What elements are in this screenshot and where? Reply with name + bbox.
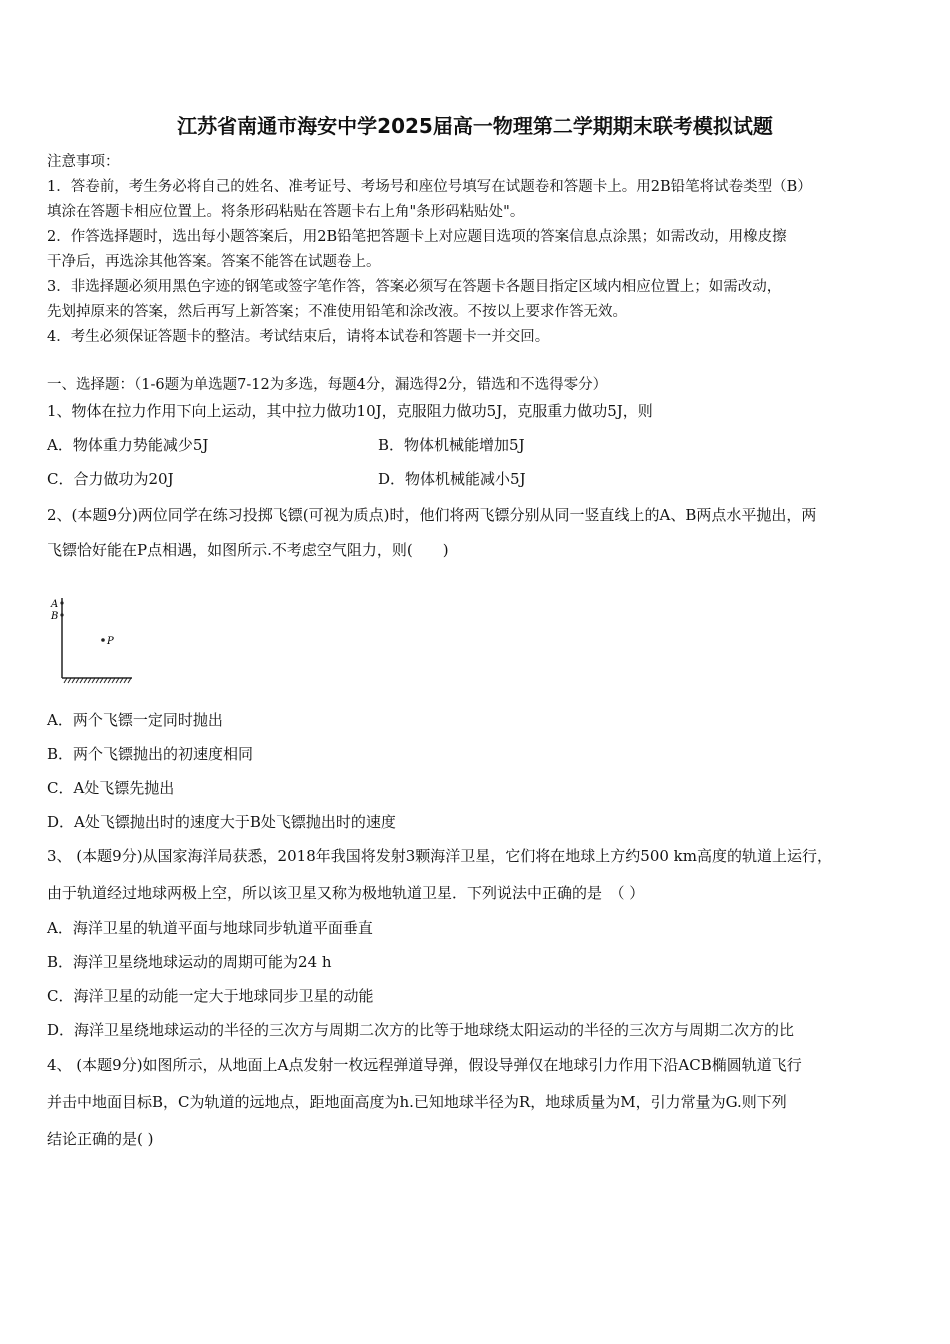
question-3-stem: 由于轨道经过地球两极上空，所以该卫星又称为极地轨道卫星．下列说法中正确的是 （ ）	[47, 884, 645, 902]
notice-item: 填涂在答题卡相应位置上。将条形码粘贴在答题卡右上角"条形码粘贴处"。	[47, 204, 525, 220]
point-p-label: P	[107, 636, 114, 647]
question-4-stem: 并击中地面目标B，C为轨道的远地点，距地面高度为h.已知地球半径为R，地球质量为M，引力常量为G.则下列	[47, 1093, 787, 1111]
question-3-option-d: D．海洋卫星绕地球运动的半径的三次方与周期二次方的比等于地球绕太阳运动的半径的三次方与周期二次方的比	[47, 1021, 795, 1039]
question-3-option-c: C．海洋卫星的动能一定大于地球同步卫星的动能	[47, 987, 374, 1005]
notice-item: 干净后，再选涂其他答案。答案不能答在试题卷上。	[47, 254, 381, 270]
question-2-option-c: C．A处飞镖先抛出	[47, 779, 175, 797]
question-1-stem: 1、物体在拉力作用下向上运动，其中拉力做功10J，克服阻力做功5J，克服重力做功5J，则	[47, 402, 653, 420]
question-4-stem: 4、 (本题9分)如图所示，从地面上A点发射一枚远程弹道导弹，假设导弹仅在地球引力作用下沿ACB椭圆轨道飞行	[47, 1056, 802, 1074]
notice-item: 3．非选择题必须用黑色字迹的钢笔或签字笔作答，答案必须写在答题卡各题目指定区域内相应位置上；如需改动，	[47, 279, 782, 295]
point-b-label: B	[51, 611, 59, 622]
question-3-option-a: A．海洋卫星的轨道平面与地球同步轨道平面垂直	[47, 919, 373, 937]
notice-item: 2．作答选择题时，选出每小题答案后，用2B铅笔把答题卡上对应题目选项的答案信息点涂黑；如需改动，用橡皮擦	[47, 229, 787, 245]
question-2-option-d: D．A处飞镖抛出时的速度大于B处飞镖抛出时的速度	[47, 813, 396, 831]
question-1-option-b: B．物体机械能增加5J	[378, 436, 525, 454]
point-p-marker	[101, 638, 105, 642]
question-2-stem: 飞镖恰好能在P点相遇，如图所示.不考虑空气阻力，则( )	[47, 541, 449, 559]
notice-item: 4．考生必须保证答题卡的整洁。考试结束后，请将本试卷和答题卡一并交回。	[47, 329, 550, 345]
point-b-marker	[60, 613, 63, 616]
question-2-option-a: A．两个飞镖一定同时抛出	[47, 711, 223, 729]
notice-item: 先划掉原来的答案，然后再写上新答案；不准使用铅笔和涂改液。不按以上要求作答无效。	[47, 304, 627, 320]
dart-diagram	[48, 594, 138, 686]
question-4-stem: 结论正确的是( )	[47, 1130, 154, 1148]
question-1-option-a: A．物体重力势能减少5J	[47, 436, 209, 454]
section-heading: 一、选择题：（1-6题为单选题7-12为多选，每题4分，漏选得2分，错选和不选得零分）	[47, 377, 608, 393]
notice-item: 1．答卷前，考生务必将自己的姓名、准考证号、考场号和座位号填写在试题卷和答题卡上。用2B铅笔将试卷类型（B）	[47, 179, 812, 195]
point-a-label: A	[51, 599, 59, 610]
exam-title: 江苏省南通市海安中学2025届高一物理第二学期期末联考模拟试题	[177, 114, 773, 138]
notice-heading: 注意事项：	[47, 154, 120, 170]
question-3-option-b: B．海洋卫星绕地球运动的周期可能为24 h	[47, 953, 332, 971]
question-2-stem: 2、(本题9分)两位同学在练习投掷飞镖(可视为质点)时，他们将两飞镖分别从同一竖直线上的A、B两点水平抛出，两	[47, 506, 817, 524]
question-3-stem: 3、 (本题9分)从国家海洋局获悉，2018年我国将发射3颗海洋卫星，它们将在地球上方约500 km高度的轨道上运行，	[47, 847, 832, 865]
point-a-marker	[60, 601, 63, 604]
question-2-option-b: B．两个飞镖抛出的初速度相同	[47, 745, 254, 763]
question-1-option-c: C．合力做功为20J	[47, 470, 174, 488]
question-1-option-d: D．物体机械能减小5J	[378, 470, 526, 488]
